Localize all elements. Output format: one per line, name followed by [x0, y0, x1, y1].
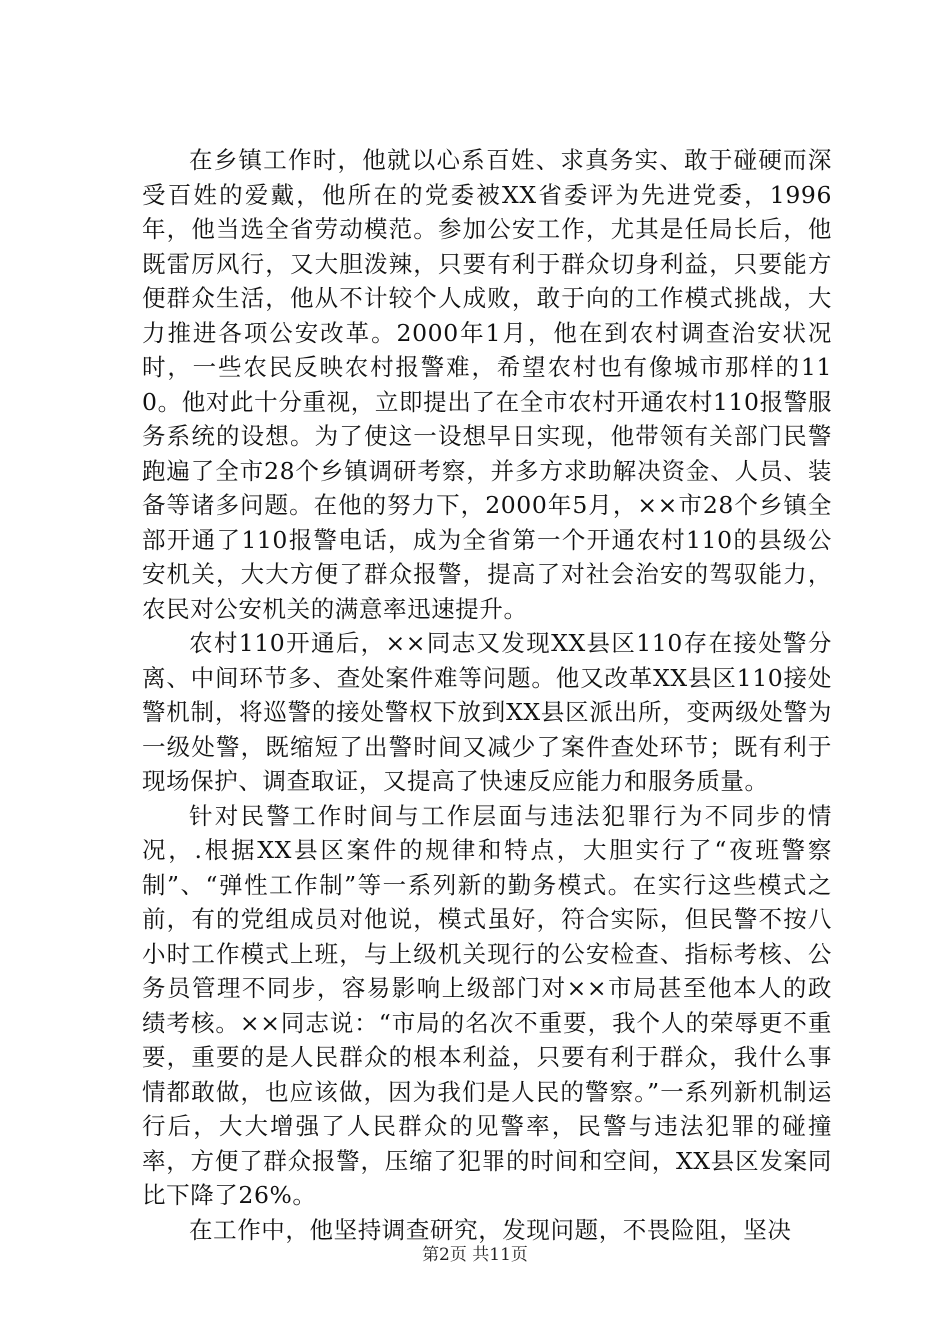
- paragraph-township-work: 在乡镇工作时，他就以心系百姓、求真务实、敢于碰硬而深受百姓的爱戴，他所在的党委被XX省委评为先进党委，1996年，他当选全省劳动模范。参加公安工作，尤其是任局长后，他既雷厉风行，又大胆泼辣，只要有利于群众切身利益，只要能方便群众生活，他从不计较个人成败，敢于向的工作模式挑战，大力推进各项公安改革。2000年1月，他在到农村调查治安状况时，一些农民反映农村报警难，希望农村也有像城市那样的110。他对此十分重视，立即提出了在全市农村开通农村110报警服务系统的设想。为了使这一设想早日实现，他带领有关部门民警跑遍了全市28个乡镇调研考察，并多方求助解决资金、人员、装备等诸多问题。在他的努力下，2000年5月，××市28个乡镇全部开通了110报警电话，成为全省第一个开通农村110的县级公安机关，大大方便了群众报警，提高了对社会治安的驾驭能力，农民对公安机关的满意率迅速提升。: [142, 146, 832, 623]
- body-text: [142, 143, 832, 1247]
- page-footer: [0, 1243, 950, 1267]
- paragraph-rural-110: 农村110开通后，××同志又发现XX县区110存在接处警分离、中间环节多、查处案件难等问题。他又改革XX县区110接处警机制，将巡警的接处警权下放到XX县区派出所，变两级处警为一级处警，既缩短了出警时间又减少了案件查处环节；既有利于现场保护、调查取证，又提高了快速反应能力和服务质量。: [142, 629, 832, 795]
- page-number: 第2页 共11页: [422, 1245, 528, 1265]
- paragraph-duty-mode: 针对民警工作时间与工作层面与违法犯罪行为不同步的情况，.根据XX县区案件的规律和特点，大胆实行了“夜班警察制”、“弹性工作制”等一系列新的勤务模式。在实行这些模式之前，有的党组成员对他说，模式虽好，符合实际，但民警不按八小时工作模式上班，与上级机关现行的公安检查、指标考核、公务员管理不同步，容易影响上级部门对××市局甚至他本人的政绩考核。××同志说：“市局的名次不重要，我个人的荣辱更不重要，重要的是人民群众的根本利益，只要有利于群众，我什么事情都敢做，也应该做，因为我们是人民的警察。”一系列新机制运行后，大大增强了人民群众的见警率，民警与违法犯罪的碰撞率，方便了群众报警，压缩了犯罪的时间和空间，XX县区发案同比下降了26%。: [142, 801, 832, 1209]
- paragraph-investigation: 在工作中，他坚持调查研究，发现问题，不畏险阻，坚决: [189, 1215, 792, 1244]
